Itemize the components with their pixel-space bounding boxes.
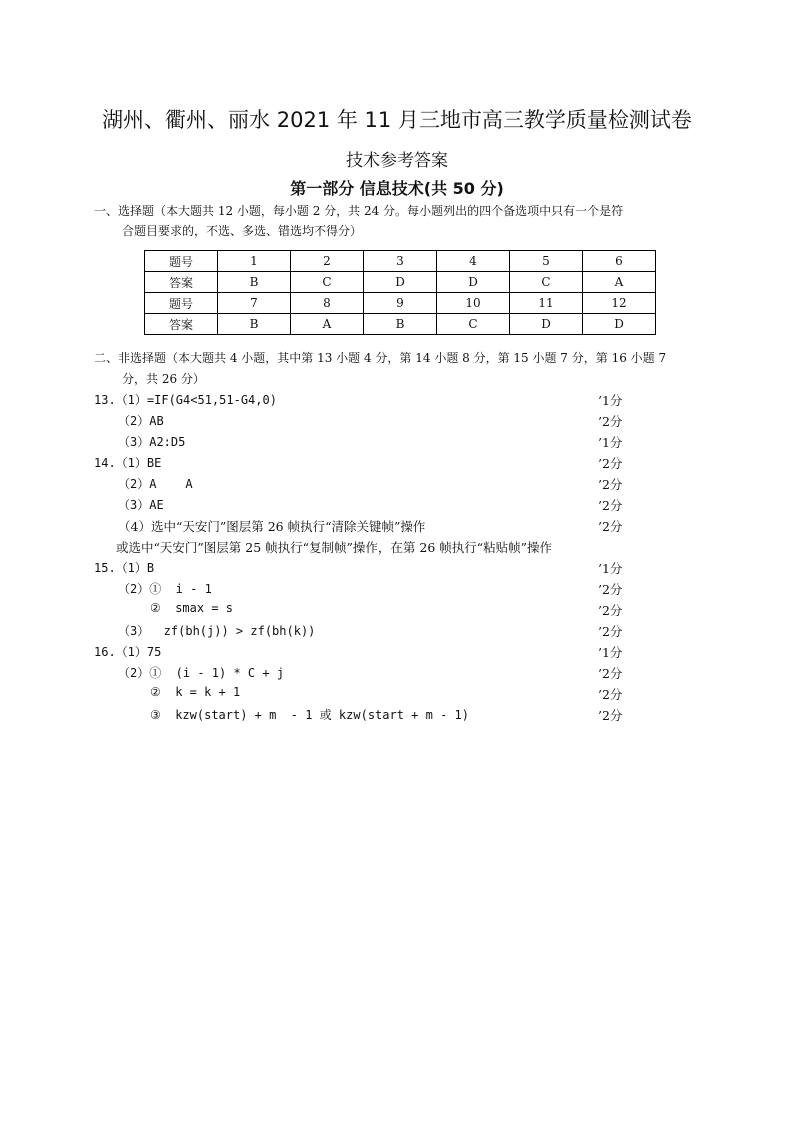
- table-cell: A: [291, 314, 364, 335]
- answer-row: [0, 664, 794, 684]
- answer-row: [0, 685, 794, 705]
- answer-row: [0, 454, 794, 474]
- answer-row: [0, 706, 794, 726]
- table-row: [145, 251, 656, 272]
- table-cell: D: [583, 314, 656, 335]
- answer-text: （3）A2:D5: [118, 435, 186, 449]
- answer-row: [0, 517, 794, 537]
- table-cell: B: [218, 314, 291, 335]
- answer-text: ② smax = s: [150, 601, 234, 615]
- answer-score: ’1分: [598, 393, 623, 408]
- answer-row: [0, 538, 794, 558]
- section2-instruction-line2: 分，共 26 分）: [122, 372, 205, 386]
- answer-text: （2）AB: [118, 414, 164, 428]
- answer-score: ’2分: [598, 519, 623, 534]
- table-cell: 7: [218, 293, 291, 314]
- table-cell: 答案: [145, 272, 218, 293]
- table-cell: 题号: [145, 293, 218, 314]
- table-cell: D: [437, 272, 510, 293]
- answer-text: 14.（1）BE: [94, 456, 162, 470]
- table-cell: 4: [437, 251, 510, 272]
- answer-text: （2）① i - 1: [118, 582, 212, 596]
- table-cell: D: [510, 314, 583, 335]
- answer-text: 或选中“天安门”图层第 25 帧执行“复制帧”操作，在第 26 帧执行“粘贴帧”操作: [116, 540, 553, 555]
- table-row: [145, 293, 656, 314]
- answer-row: [0, 391, 794, 411]
- answer-text: （4）选中“天安门”图层第 26 帧执行“清除关键帧”操作: [118, 519, 426, 534]
- answer-row: [0, 559, 794, 579]
- answer-table: [144, 250, 656, 335]
- table-row: [145, 314, 656, 335]
- answer-text: 15.（1）B: [94, 561, 155, 575]
- table-cell: 答案: [145, 314, 218, 335]
- part-heading: 第一部分 信息技术(共 50 分): [290, 179, 504, 198]
- answer-row: [0, 475, 794, 495]
- answer-text: 13.（1）=IF(G4<51,51-G4,0): [94, 393, 277, 407]
- answer-score: ’1分: [598, 645, 623, 660]
- answer-score: ’2分: [598, 624, 623, 639]
- section2-instruction-line1: 二、非选择题（本大题共 4 小题，其中第 13 小题 4 分，第 14 小题 8 分，第 15 小题 7 分，第 16 小题 7: [94, 351, 667, 365]
- answer-score: ’2分: [598, 477, 623, 492]
- table-cell: 6: [583, 251, 656, 272]
- answer-text: ③ kzw(start) + m - 1 或 kzw(start + m - 1): [150, 708, 469, 722]
- table-cell: 10: [437, 293, 510, 314]
- table-cell: D: [364, 272, 437, 293]
- answer-score: ’1分: [598, 435, 623, 450]
- answer-score: ’2分: [598, 456, 623, 471]
- table-row: [145, 272, 656, 293]
- answer-score: ’2分: [598, 414, 623, 429]
- answer-row: [0, 643, 794, 663]
- section1-instruction-line2: 合题目要求的，不选、多选、错选均不得分）: [122, 224, 363, 238]
- answer-score: ’2分: [598, 603, 623, 618]
- table-cell: C: [510, 272, 583, 293]
- document-title: 湖州、衢州、丽水 2021 年 11 月三地市高三教学质量检测试卷: [102, 108, 692, 132]
- answer-score: ’2分: [598, 687, 623, 702]
- table-cell: C: [291, 272, 364, 293]
- answer-text: 16.（1）75: [94, 645, 162, 659]
- answer-text: （3）AE: [118, 498, 164, 512]
- answer-row: [0, 433, 794, 453]
- answer-score: ’2分: [598, 582, 623, 597]
- table-cell: 12: [583, 293, 656, 314]
- answer-row: [0, 580, 794, 600]
- answer-row: [0, 601, 794, 621]
- answer-text: （2）① (i - 1) * C + j: [118, 666, 285, 680]
- answer-text: （3） zf(bh(j)) > zf(bh(k)): [118, 624, 316, 638]
- table-cell: B: [364, 314, 437, 335]
- table-cell: 5: [510, 251, 583, 272]
- answer-score: ’2分: [598, 666, 623, 681]
- document-subtitle: 技术参考答案: [346, 151, 448, 171]
- answer-score: ’2分: [598, 498, 623, 513]
- table-cell: 11: [510, 293, 583, 314]
- answer-text: ② k = k + 1: [150, 685, 241, 699]
- table-cell: A: [583, 272, 656, 293]
- table-cell: 9: [364, 293, 437, 314]
- answer-row: [0, 412, 794, 432]
- answer-score: ’1分: [598, 561, 623, 576]
- answer-score: ’2分: [598, 708, 623, 723]
- answer-text: （2）A A: [118, 477, 193, 491]
- table-cell: 题号: [145, 251, 218, 272]
- table-cell: 3: [364, 251, 437, 272]
- table-cell: 1: [218, 251, 291, 272]
- table-cell: C: [437, 314, 510, 335]
- answer-row: [0, 622, 794, 642]
- table-cell: B: [218, 272, 291, 293]
- section1-instruction-line1: 一、选择题（本大题共 12 小题，每小题 2 分，共 24 分。每小题列出的四个备选项中只有一个是符: [94, 204, 624, 218]
- table-cell: 2: [291, 251, 364, 272]
- table-cell: 8: [291, 293, 364, 314]
- answer-row: [0, 496, 794, 516]
